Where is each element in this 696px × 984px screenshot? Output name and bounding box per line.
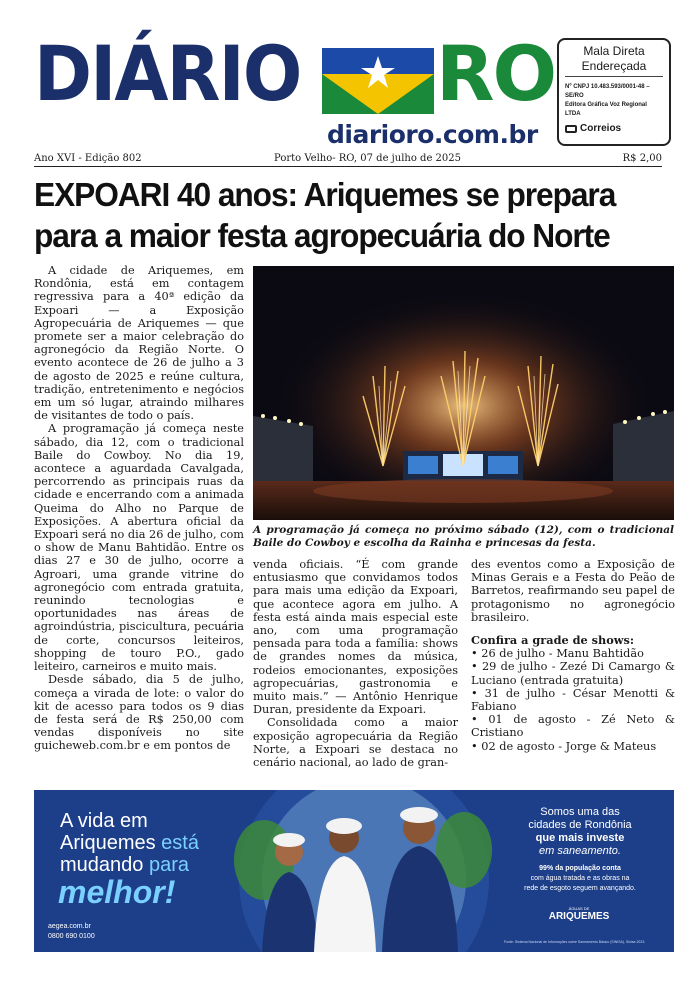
shows-title: Confira a grade de shows: (471, 633, 634, 648)
article-paragraph: Desde sábado, dia 5 de julho, começa a virada de lote: o valor do kit de acesso para todos os 9 dias de festa será de R$ 250,00 com vendas disponíveis no site guicheweb.com.br e em pontos de (34, 673, 244, 753)
ad-site[interactable]: aegea.com.br (48, 923, 91, 930)
article-column-1 (34, 264, 244, 753)
article-paragraph: venda oficiais. “É com grande entusiasmo que convidamos todos para mais uma edição da Expoari, que acontece agora em julho. A festa está ainda mais especial este ano, com uma programação pensada para toda a família: shows de grandes nomes da música, rodeios emocionantes, exposições agropecuárias, gastronomia e muito mais.” — Antônio Henrique Duran, presidente da Expoari. (253, 558, 458, 717)
article-column-2 (253, 558, 458, 769)
show-item: • 31 de julho - César Menotti & Fabiano (471, 686, 675, 714)
show-item: • 26 de julho - Manu Bahtidão (471, 647, 644, 661)
ad-r4: em saneamento. (539, 845, 621, 857)
article-column-3 (471, 558, 675, 753)
ad-contacts (48, 922, 95, 942)
ad-brand-name: ARIQUEMES (548, 911, 610, 922)
mala-line1: Mala Direta (583, 44, 645, 58)
ad-phone: 0800 690 0100 (48, 933, 95, 940)
place-date: Porto Velho- RO, 07 de julho de 2025 (274, 153, 462, 164)
headline: EXPOARI 40 anos: Ariquemes se prepara para a maior festa agropecuária do Norte (34, 176, 616, 254)
show-item: • 01 de agosto - Zé Neto & Cristiano (471, 713, 675, 740)
ad-para: para (148, 854, 189, 876)
mala-direta-box (557, 38, 671, 146)
ad-esta: está (161, 832, 199, 854)
ad-brand-small: ÁGUAS DE (568, 906, 590, 911)
ad-line2 (60, 832, 199, 854)
ad-r5: 99% da população conta (539, 865, 621, 872)
ad-right-text (500, 806, 660, 894)
ad-ariquemes: Ariquemes (60, 832, 156, 854)
photo-caption: A programação já começa no próximo sábado (12), com o tradicional Baile do Cowboy e escolha da Rainha e princesas da festa. (253, 524, 674, 549)
correios-logo (565, 123, 663, 134)
rondonia-flag-icon (322, 48, 434, 114)
ad-line3 (60, 854, 189, 876)
article-paragraph: A programação já começa neste sábado, dia 12, com o tradicional Baile do Cowboy. No dia 19, acontece a aguardada Cavalgada, percorrendo as principais ruas da cidade e encerrando com a animada Queima do Alho no Parque de Exposições. A abertura oficial da Expoari será no dia 26 de julho, com o show de Manu Bahtidão. Entre os dias 27 e 30 de julho, ocorre a Agroari, uma grande vitrine do agronegócio com entrada gratuita, reunindo tecnologias e oportunidades nas áreas de agroindústria, piscicultura, pecuária de corte, concursos leiteiros, shopping de touro P.O., gado leiteiro, carneiros e muito mais. (34, 422, 245, 674)
show-item: • 02 de agosto - Jorge & Mateus (471, 739, 657, 753)
info-bar (34, 151, 662, 167)
ad-line4: melhor! (58, 874, 176, 910)
correios-label: Correios (580, 123, 622, 134)
ad-mudando: mudando (60, 854, 144, 876)
mala-line2: Endereçada (581, 59, 647, 73)
mala-line4: Editora Gráfica Voz Regional LTDA (565, 102, 647, 117)
ad-r3: que mais investe (535, 832, 625, 844)
mala-line3: Nº CNPJ 10.483.593/0001-48 – SE/RO (565, 84, 650, 99)
ad-r6: com água tratada e as obras na (530, 875, 630, 882)
article-paragraph: des eventos como a Exposição de Minas Gerais e a Festa do Peão de Barretos, reafirmando seu papel de protagonismo no agronegócio brasileiro. (471, 558, 675, 624)
ad-footnote: Fonte: Sistema Nacional de Informações sobre Saneamento Básico (SINISA), Sinisa 2023. (504, 940, 646, 944)
site-url[interactable]: diarioro.com.br (327, 120, 538, 149)
logo-ro: RO (436, 29, 556, 118)
logo-diario: DIÁRIO (34, 29, 301, 118)
shows-list (471, 647, 675, 753)
edition-label: Ano XVI - Edição 802 (34, 153, 142, 164)
show-item: • 29 de julho - Zezé Di Camargo & Luciano (entrada gratuita) (471, 660, 675, 687)
correios-icon (565, 125, 577, 133)
ad-r2: cidades de Rondônia (528, 819, 632, 831)
ad-line1: A vida em (60, 810, 148, 832)
ad-brand (524, 906, 634, 922)
aguas-ariquemes-ad[interactable] (34, 790, 674, 952)
ad-r1: Somos uma das (540, 806, 620, 818)
event-photo (253, 266, 674, 520)
price-label: R$ 2,00 (622, 153, 662, 164)
article-paragraph: A cidade de Ariquemes, em Rondônia, está em contagem regressiva para a 40ª edição da Expoari — a Exposição Agropecuária de Ariquemes — que promete ser a maior celebração do agronegócio da Região Norte. O evento acontece de 26 de julho a 3 de agosto de 2025 e reúne cultura, tradição, entretenimento e negócios em um só lugar, atraindo milhares de visitantes de todo o país. (34, 264, 244, 423)
article-paragraph: Consolidada como a maior exposição agropecuária da Região Norte, a Expoari se destaca no cenário nacional, ao lado de gran- (253, 716, 458, 770)
ad-r7: rede de esgoto seguem avançando. (524, 885, 636, 892)
